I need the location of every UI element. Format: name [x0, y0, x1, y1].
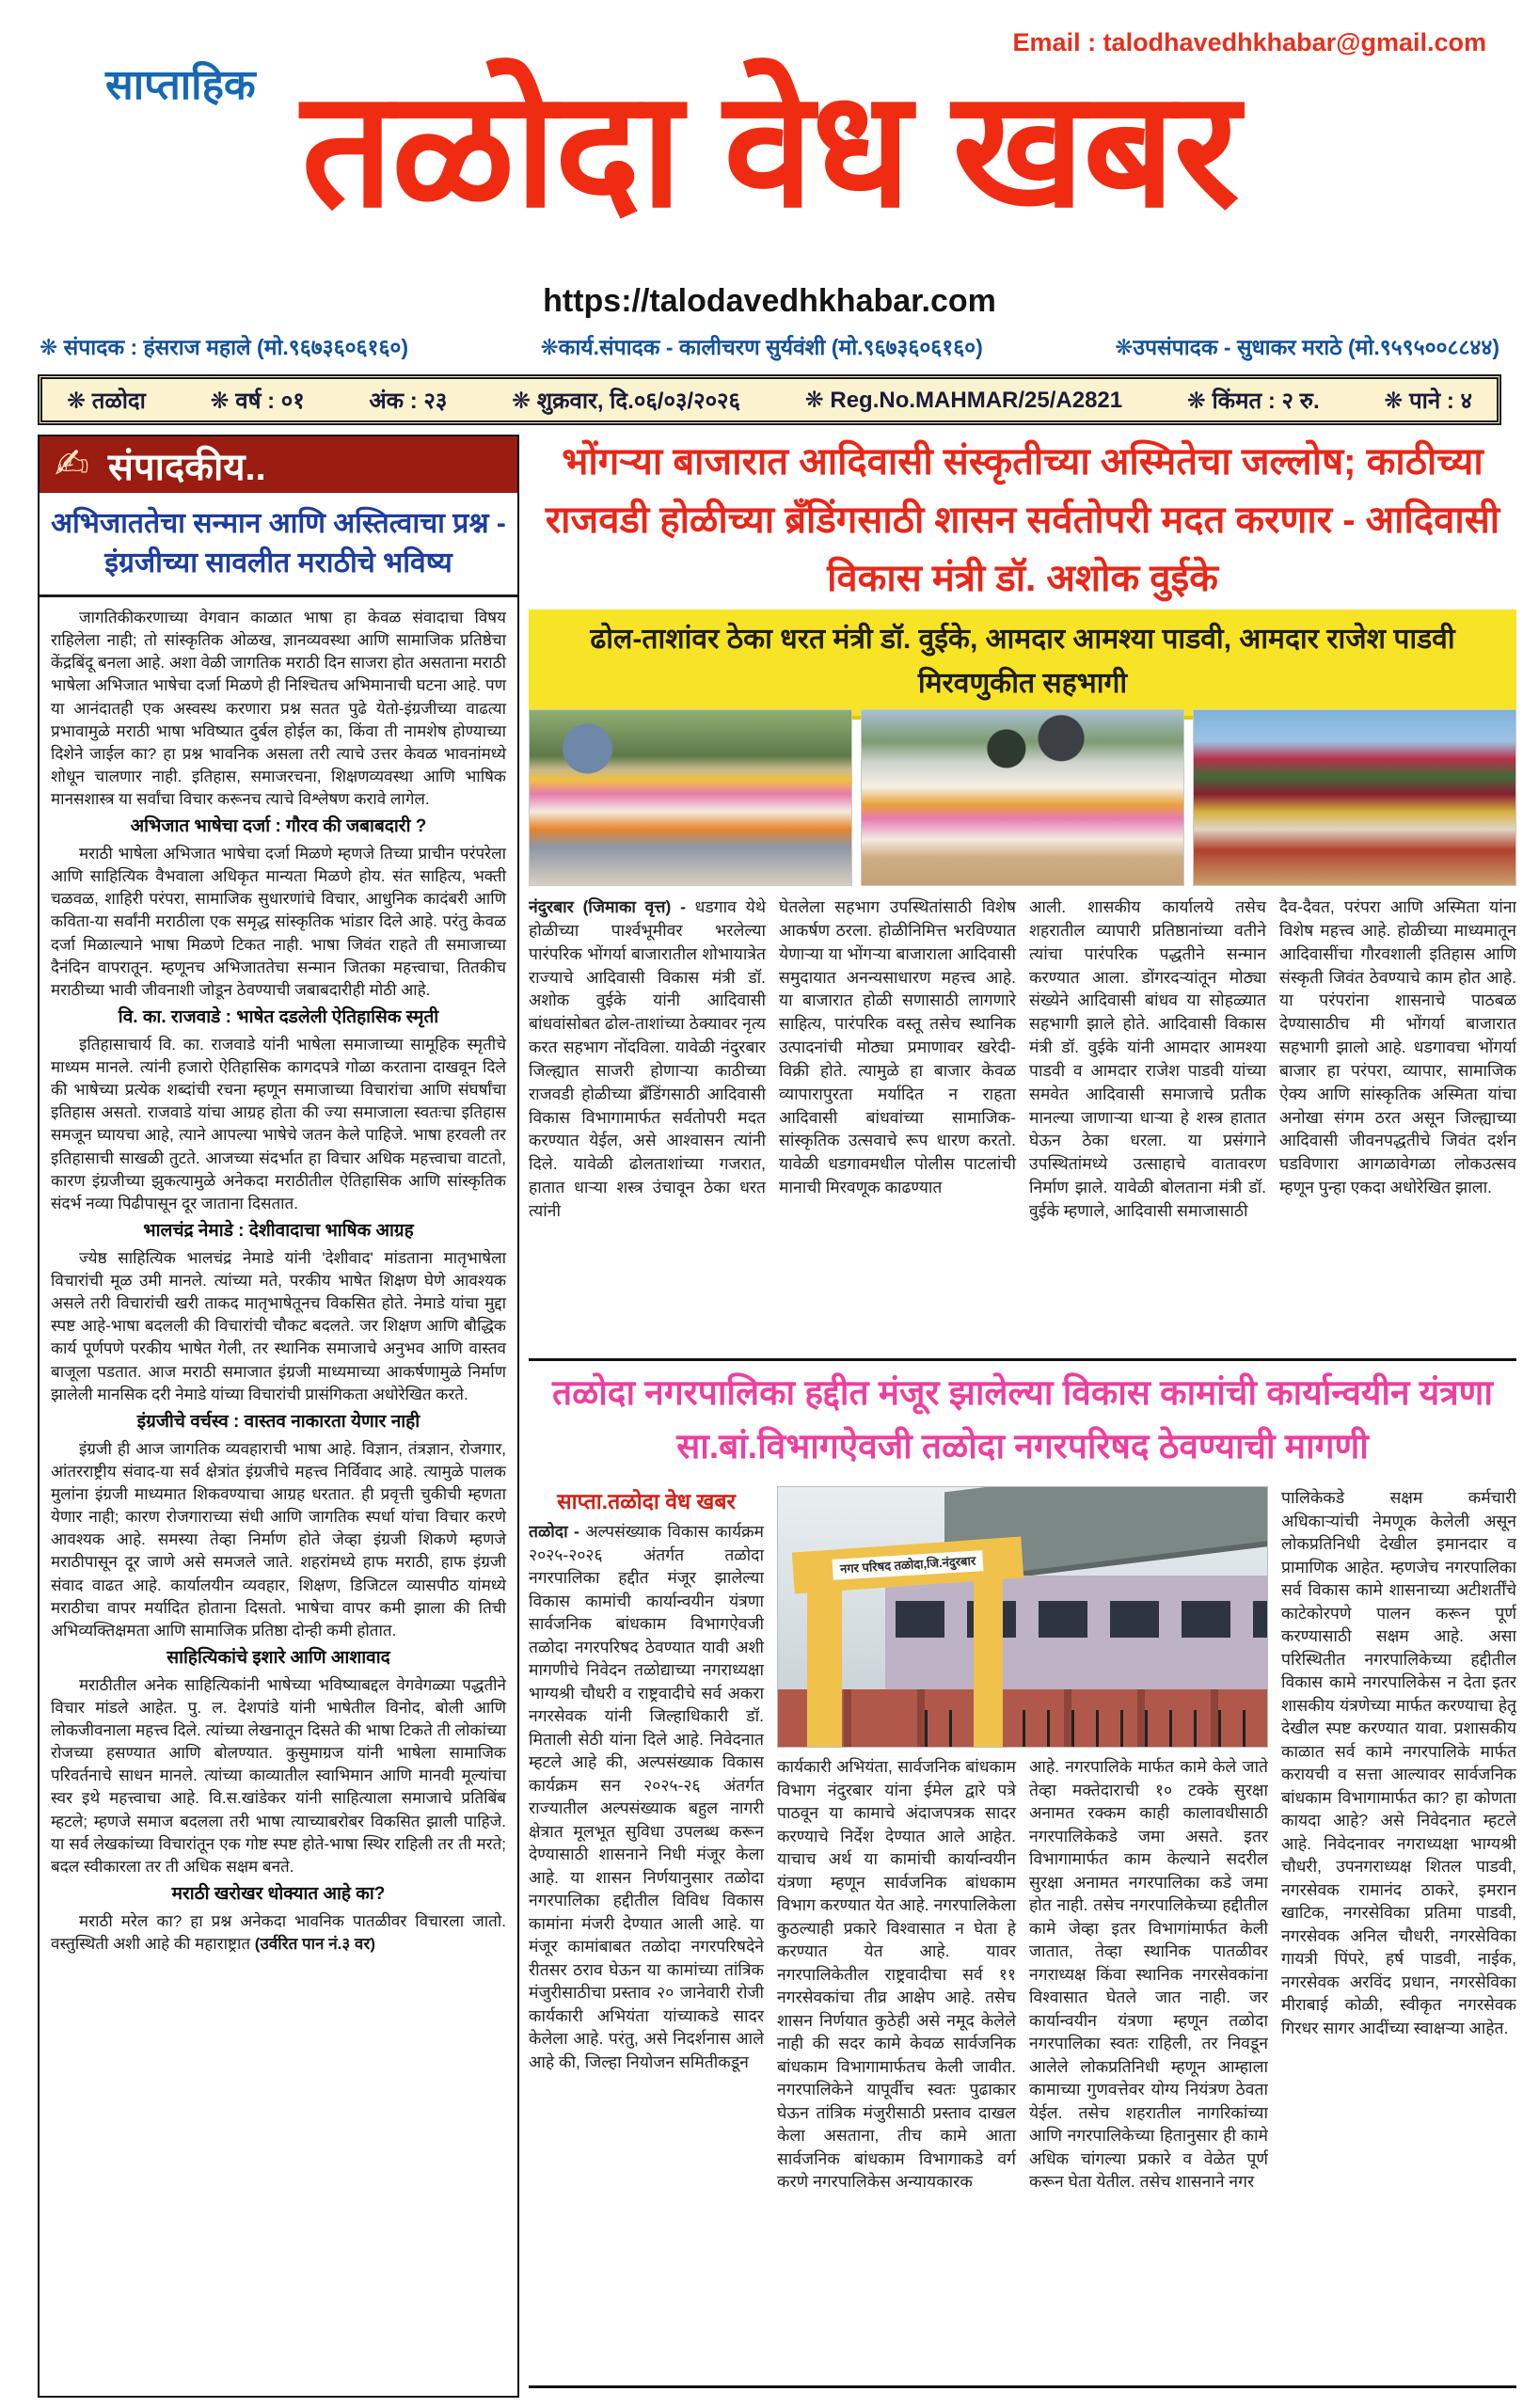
article2-headline: तळोदा नगरपालिका हद्दीत मंजूर झालेल्या विकास कामांची कार्यान्वयीन यंत्रणा सा.बां.विभागऐवजी तळोदा नगरपरिषद ठेवण्याची मागणी: [552, 1373, 1493, 1466]
article2-dateline: तळोदा -: [529, 1522, 586, 1542]
section-divider-rule: [529, 1358, 1516, 1361]
article2-column-3: आहे. नगरपालिके मार्फत कामे केले जाते तेव्हा मक्तेदाराची १० टक्के सुरक्षा अनामत रक्कम काही कालावधीसाठी नगरपालिकेकडे जमा असते. इतर विभागामार्फत काम केल्याने सदरील सुरक्षा अनामत नगरपालिका कडे जमा होत नाही. तसेच नगरपालिकेच्या हद्दीतील कामे जेव्हा इतर विभागांमार्फत केली जातात, तेव्हा स्थानिक पातळीवर नगराध्यक्ष किंवा स्थानिक नगरसेवकांना विश्वासात घेतले जात नाही. जर कार्यान्वयीन यंत्रणा म्हणून तळोदा नगरपालिका स्वतः राहिली, तर निवडून आलेले लोकप्रतिनिधी म्हणून आम्हाला कामाच्या गुणवत्तेवर योग्य नियंत्रण ठेवता येईल. तसेच शहरातील नागरिकांच्या आणि नगरपालिकेच्या हितानुसार ही कामे अधिक चांगल्या प्रकारे व वेळेत पूर्ण करून घेता येतील. तसेच शासनाने नगर: [1029, 1757, 1268, 2191]
editorial-paragraph: ज्येष्ठ साहित्यिक भालचंद्र नेमाडे यांनी 'देशीवाद' मांडताना मातृभाषेला विचारांची मूळ उमी मानले. त्यांच्या मते, परकीय भाषेत शिक्षण घेणे आवश्यक असले तरी विचारांची खरी ताकद मातृभाषेतूनच विकसित होते. नेमाडे यांचा मुद्दा स्पष्ट आहे-भाषा बदलली की विचारांची चौकट बदलते. जर शिक्षण आणि बौद्धिक कार्य पूर्णपणे परकीय भाषेत गेली, तर स्थानिक समाजाचे अनुभव आणि वास्तव बाजूला पडतात. आज मराठी समाजात इंग्रजी माध्यमाच्या आकर्षणामुळे निर्माण झालेली मानसिक दरी नेमाडे यांच्या विचारांची प्रासंगिकता अधोरेखित करते.: [51, 1248, 506, 1403]
editorial-banner: [40, 436, 517, 493]
editorial-subhead: अभिजात भाषेचा दर्जा : गौरव की जबाबदारी ?: [130, 816, 427, 837]
article1-subheadline: ढोल-ताशांवर ठेका धरत मंत्री डॉ. वुईके, आमदार आमश्या पाडवी, आमदार राजेश पाडवी मिरवणुकीत सहभागी: [529, 610, 1516, 720]
sub-editor-name: ❋उपसंपादक - सुधाकर मराठे (मो.९५९५००८८४४): [1115, 335, 1499, 359]
article1-column-1: [529, 895, 766, 1353]
article2-column-2: कार्यकारी अभियंता, सार्वजनिक बांधकाम विभाग नंदुरबार यांना ईमेल द्वारे पत्रे पाठवून या कामाचे अंदाजपत्रक सादर करण्याचे निर्देश देण्यात आले आहेत. याचाच अर्थ या कामांची कार्यान्वयीन यंत्रणा म्हणून सार्वजनिक बांधकाम विभाग करण्यात येत आहे. नगरपालिकेला कुठल्याही प्रकारे विश्वासात न घेता हे करण्यात येत आहे. यावर नगरपालिकेतील राष्ट्रवादीचा सर्व ११ नगरसेवकांचा तीव्र आक्षेप आहे. तसेच शासन निर्णयात कुठेही असे नमूद केलेले नाही की सदर कामे केवळ सार्वजनिक बांधकाम विभागामार्फतच केली जावीत. नगरपालिकेने यापूर्वीच स्वतः पुढाकार घेऊन तांत्रिक मंजुरीसाठी प्रस्ताव दाखल केला असताना, तीच कामे आता सार्वजनिक बांधकाम विभागाकडे वर्ग करणे नगरपालिकेस अन्यायकारक: [777, 1757, 1016, 2191]
issue-info-bar: [38, 374, 1501, 425]
infobar-date: ❋ शुक्रवार, दि.०६/०३/२०२६: [511, 388, 741, 414]
writing-hand-icon: ✍: [55, 441, 89, 487]
editorial-paragraph: मराठीतील अनेक साहित्यिकांनी भाषेच्या भविष्याबद्दल वेगवेगळ्या पद्धतीने विचार मांडले आहेत. पु. ल. देशपांडे यांनी भाषेतील विनोद, बोली आणि लोकजीवनाला महत्त्व दिले. त्यांच्या लेखनातून दिसते की भाषा टिकते ती लोकांच्या रोजच्या हसण्यात आणि बोलण्यात. कुसुमाग्रज यांनी भाषेला सामाजिक परिवर्तनाचे साधन मानले. त्यांच्या काव्यातील स्वाभिमान आणि मानवी मूल्यांचा स्वर इथे महत्त्वाचा आहे. वि.स.खांडेकर यांनी साहित्याला समाजाचे प्रतिबिंब म्हटले; म्हणजे समाज बदलला तरी भाषा त्याच्याबरोबर विकसित झाली पाहिजे. या सर्व लेखकांच्या विचारांतून एक गोष्ट स्पष्ट होते-भाषा स्थिर राहिली तर ती मरते; बदल स्वीकारला तर ती अधिक सक्षम बनते.: [51, 1675, 506, 1876]
editorial-subhead: मराठी खरोखर धोक्यात आहे का?: [171, 1883, 386, 1904]
editor-line: [40, 331, 1499, 361]
editorial-box: [38, 435, 519, 2398]
editorial-paragraph: इंग्रजी ही आज जागतिक व्यवहाराची भाषा आहे. विज्ञान, तंत्रज्ञान, रोजगार, आंतरराष्ट्रीय संवाद-या सर्व क्षेत्रांत इंग्रजीचे महत्त्व निर्विवाद आहे. त्यामुळे पालक मुलांना इंग्रजी माध्यमात शिकवण्याचा आग्रह धरतात. ही प्रवृत्ती चुकीची म्हणता येणार नाही; कारण रोजगाराच्या संधी आणि जागतिक स्पर्धा यांचा विचार करणे आवश्यक आहे. समस्या तेव्हा निर्माण होते जेव्हा इंग्रजी शिकणे म्हणजे मराठीपासून दूर जाणे असे समजले जाते. शहरांमध्ये हाफ मराठी, हाफ इंग्रजी संवाद वाढत आहे. कार्यालयीन व्यवहार, शिक्षण, डिजिटल व्यासपीठ यांमध्ये मराठीचा वापर मर्यादित होताना दिसतो. भाषेचा वापर कमी झाला की तिची अभिव्यक्तिक्षमता आणि सामाजिक प्रतिष्ठा दोन्ही कमी होतात.: [51, 1439, 506, 1640]
executive-editor-name: ❋कार्य.संपादक - कालीचरण सुर्यवंशी (मो.९६७३६०६१६०): [540, 335, 983, 359]
editorial-paragraph: मराठी भाषेला अभिजात भाषेचा दर्जा मिळणे म्हणजे तिच्या प्राचीन परंपरेला आणि साहित्यिक वैभवाला अधिकृत मान्यता मिळणे होय. संत साहित्य, भक्ती चळवळ, शाहिरी परंपरा, सामाजिक सुधारणांचे विचार, आधुनिक कादंबरी आणि कविता-या सर्वांनी मराठीला एक समृद्ध सांस्कृतिक भांडार दिले आहे. परंतु केवळ दर्जा मिळाल्याने भाषा मिळणे टिकत नाही. भाषा जिवंत राहते ती समाजाच्या दैनंदिन वापरातून. म्हणूनच अभिजाततेचा सन्मान जितका महत्त्वाचा, तितकीच मराठीच्या भावी जीवनाशी जोडून ठेवण्याची जबाबदारीही मोठी आहे.: [51, 845, 506, 999]
street-gathering-photo: [861, 709, 1184, 886]
article1-column-1-text: धडगाव येथे होळीच्या पार्श्वभूमीवर भरलेल्या पारंपरिक भोंगर्या बाजारातील शोभायात्रेत राज्याचे आदिवासी विकास मंत्री डॉ. अशोक वुईके यांनी आदिवासी बांधवांसोबत ढोल-ताशांच्या ठेक्यावर नृत्य करत सहभाग नोंदविला. यावेळी नंदुरबार जिल्ह्यात साजरी होणाऱ्या काठीच्या राजवडी होळीच्या ब्रँडिंगसाठी आदिवासी विकास विभागामार्फत सर्वतोपरी मदत करण्यात येईल, असे आश्वासन त्यांनी दिले. यावेळी ढोलताशांच्या गजरात, हातात धाऱ्या शस्त्र उंचावून ठेका धरत त्यांनी: [529, 897, 766, 1220]
article2-middle-columns: [777, 1755, 1268, 2382]
article1-dateline: नंदुरबार (जिमाका वृत्त) -: [529, 897, 695, 916]
article2-middle-section: [777, 1486, 1268, 2382]
infobar-pages: ❋ पाने : ४: [1384, 388, 1472, 414]
editorial-body: [40, 597, 517, 1967]
article2-column-4: पालिकेकडे सक्षम कर्मचारी अधिकाऱ्यांची नेमणूक केलेली असून लोकप्रतिनिधी देखील इमानदार व प्रामाणिक आहेत. म्हणजेच नगरपालिका सर्व विकास कामे शासनाच्या अटीशर्तींचे काटेकोरपणे पालन करून पूर्ण करण्यासाठी सक्षम आहे. असा परिस्थितीत नगरपालिकेच्या हद्दीतील विकास कामे नगरपालिकेस न देता इतर शासकीय यंत्रणेच्या मार्फत करण्याचा हेतू देखील स्पष्ट करण्यात यावा. प्रशासकीय काळात सर्व कामे नगरपालिके मार्फत करायची व सत्ता आल्यावर सार्वजनिक बांधकाम विभागामार्फत का? हा कोणता कायदा आहे? असे निवेदनात म्हटले आहे. निवेदनावर नगराध्यक्षा भाग्यश्री चौधरी, उपनगराध्यक्ष शितल पाडवी, नगरसेवक रामानंद ठाकरे, इमरान खाटिक, नगरसेविका प्रतिमा पाडवी, नगरसेवक अनिल चौधरी, नगरसेविका गायत्री पिंपरे, हर्ष पाडवी, नाईक, नगरसेवक अरविंद प्रधान, नगरसेविका मीराबाई कोळी, स्वीकृत नगरसेवक गिरधर सागर आदींच्या स्वाक्षऱ्या आहेत.: [1281, 1488, 1516, 2037]
article1-column-4: दैव-दैवत, परंपरा आणि अस्मिता यांना विशेष महत्त्व आहे. होळीच्या माध्यमातून आदिवासींचा गौरवशाली इतिहास आणि संस्कृती जिवंत ठेवण्याचे काम होत आहे. या परंपरांना शासनाचे पाठबळ देण्यासाठीच मी भोंगर्या बाजारात सहभागी झालो आहे. धडगावचा भोंगर्या बाजार हा परंपरा, व्यापार, सामाजिक ऐक्य आणि सांस्कृतिक अस्मिता यांचा अनोखा संगम ठरत असून जिल्ह्याच्या आदिवासी जीवनपद्धतीचे जिवंत दर्शन घडविणारा आगळावेगळा लोकउत्सव म्हणून पुन्हा एकदा अधोरेखित झाला.: [1279, 897, 1516, 1197]
municipal-building-photo: [777, 1486, 1268, 1748]
infobar-issue: अंक : २३: [369, 388, 448, 414]
editorial-subhead: भालचंद्र नेमाडे : देशीवादाचा भाषिक आग्रह: [143, 1220, 414, 1241]
article1-body: [529, 895, 1516, 1353]
article2-column-1: [529, 1486, 764, 2382]
procession-crowd-photo: [529, 709, 852, 886]
article1-column-3: आली. शासकीय कार्यालये तसेच शहरातील व्यापारी प्रतिष्ठानांच्या वतीने त्यांचा पारंपरिक पद्धतीने सन्मान करण्यात आला. डोंगरदऱ्यांतून मोठ्या संख्येने आदिवासी बांधव या सोहळ्यात सहभागी झाले होते. आदिवासी विकास मंत्री डॉ. वुईके यांनी आमदार आमश्या पाडवी व आमदार राजेश पाडवी यांच्या समवेत आदिवासी समाजाचे प्रतीक मानल्या जाणाऱ्या धाऱ्या हे शस्त्र हातात घेऊन ठेका धरला. या प्रसंगाने उपस्थितांमध्ये उत्साहाचे वातावरण निर्माण झाले. यावेळी बोलताना मंत्री डॉ. वुईके म्हणाले, आदिवासी समाजासाठी: [1029, 897, 1266, 1220]
editorial-paragraph: जागतिकीकरणाच्या वेगवान काळात भाषा हा केवळ संवादाचा विषय राहिलेला नाही; तो सांस्कृतिक ओळख, ज्ञानव्यवस्था आणि सामाजिक प्रतिष्ठेचा केंद्रबिंदू बनला आहे. अशा वेळी जागतिक मराठी दिन साजरा होत असताना मराठी भाषेला अभिजात भाषेचा दर्जा मिळणे ही निश्चितच अभिमानाची घटना आहे. पण या आनंदातही एक अस्वस्थ करणारा प्रश्न सतत पुढे येतो-इंग्रजीच्या वाढत्या प्रभावामुळे मराठी भाषा भविष्यात दुर्बल होईल का, किंवा ती नामशेष होण्याच्या दिशेने जाईल का? हा प्रश्न भावनिक असला तरी त्याचे उत्तर केवळ भावनांमध्ये शोधून चालणार नाही. इतिहास, समाजरचना, शिक्षणव्यवस्था आणि भाषिक मानसशास्त्र या सर्वांचा विचार करूनच त्याचे विश्लेषण करावे लागेल.: [51, 609, 506, 808]
editor-name: ❋ संपादक : हंसराज महाले (मो.९६७३६०६१६०): [40, 335, 409, 359]
editorial-banner-title: संपादकीय..: [107, 446, 266, 488]
continuation-note: (उर्वरित पान नं.३ वर): [254, 1935, 375, 1954]
article2-byline: साप्ता.तळोदा वेध खबर: [557, 1489, 736, 1513]
contact-email: Email : talodhavedhkhabar@gmail.com: [1012, 28, 1486, 56]
article2-body: [529, 1486, 1516, 2388]
infobar-registration: ❋ Reg.No.MAHMAR/25/A2821: [804, 387, 1123, 413]
website-url: https://talodavedhkhabar.com: [543, 283, 996, 319]
infobar-price: ❋ किंमत : २ रु.: [1186, 388, 1320, 414]
article1-photo-strip: [529, 709, 1516, 886]
building-sign-text: नगर परिषद तळोदा,जि.नंदुरबार: [832, 1550, 983, 1580]
editorial-subhead: इंग्रजीचे वर्चस्व : वास्तव नाकारता येणार नाही: [136, 1411, 420, 1432]
building-windows: [896, 1601, 1268, 1638]
article2-column-1-text: अल्पसंख्याक विकास कार्यक्रम २०२५-२०२६ अंतर्गत तळोदा नगरपालिका हद्दीत मंजूर झालेल्या विकास कामांची कार्यान्वयीन यंत्रणा सार्वजनिक बांधकाम विभागऐवजी तळोदा नगरपरिषद ठेवण्यात यावी अशी मागणीचे निवेदन तळोद्याच्या नगराध्यक्षा भाग्यश्री चौधरी व राष्ट्रवादीचे सर्व अकरा नगरसेवक यांनी जिल्हाधिकारी डॉ. मिताली सेठी यांना दिले आहे. निवेदनात म्हटले आहे की, अल्पसंख्याक विकास कार्यक्रम सन २०२५-२६ अंतर्गत राज्यातील अल्पसंख्याक बहुल नागरी क्षेत्रात मूलभूत सुविधा उपलब्ध करून देण्यासाठी शासनाने निधी मंजूर केला आहे. या शासन निर्णयानुसार तळोदा नगरपालिका हद्दीतील विविध विकास कामांना मंजरी देण्यात आली आहे. या मंजूर कामांबाबत तळोदा नगरपरिषदेने रीतसर ठराव घेऊन या कामांच्या तांत्रिक मंजुरीसाठीचा प्रस्ताव २० जानेवारी रोजी कार्यकारी अभियंता यांच्याकडे सादर केलेला आहे. परंतु, असे निदर्शनास आले आहे की, जिल्हा नियोजन समितीकडून: [529, 1522, 765, 2071]
editorial-headline: अभिजाततेचा सन्मान आणि अस्तित्वाचा प्रश्न - इंग्रजीच्या सावलीत मराठीचे भविष्य: [40, 493, 517, 597]
editorial-paragraph: [51, 1910, 506, 1956]
editorial-paragraph: इतिहासाचार्य वि. का. राजवाडे यांनी भाषेला समाजाच्या सामूहिक स्मृतीचे माध्यम मानले. त्यांनी हजारो ऐतिहासिक कागदपत्रे गोळा करताना दाखवून दिले की भाषेच्या प्रत्येक शब्दांची रचना म्हणून समाजाच्या विचारांचा आणि संघर्षांचा इतिहास असतो. राजवाडे यांचा आग्रह होता की ज्या समाजाला स्वतःचा इतिहास समजून घ्यायचा आहे, त्याने आपल्या भाषेचे जतन केले पाहिजे. भाषा हरवली तर इतिहासाची साखळी तुटते. आजच्या संदर्भात हा विचार अधिक महत्त्वाचा वाटतो, कारण इंग्रजीच्या झुकत्यामुळे अनेकदा मराठीतील ऐतिहासिक आणि सांस्कृतिक संदर्भ नव्या पिढीपासून दूर जाताना दिसतात.: [51, 1035, 506, 1212]
infobar-year: ❋ वर्ष : ०१: [210, 388, 305, 414]
article1-column-2: घेतलेला सहभाग उपस्थितांसाठी विशेष आकर्षण ठरला. होळीनिमित्त भरविण्यात येणाऱ्या या भोंगऱ्या बाजाराला आदिवासी समुदायात अनन्यसाधारण महत्त्व आहे. या बाजारात होळी सणासाठी लागणारे साहित्य, पारंपरिक वस्तू तसेच स्थानिक उत्पादनांची मोठ्या प्रमाणावर खरेदी-विक्री होते. त्यामुळे हा बाजार केवळ व्यापारापुरता मर्यादित न राहता आदिवासी बांधवांच्या सामाजिक-सांस्कृतिक उत्सवाचे रूप धारण करतो. यावेळी धडगावमधील पोलीस पाटलांची मानाची मिरवणूक काढण्यात: [779, 897, 1016, 1197]
weekly-label: साप्ताहिक: [105, 62, 256, 108]
tribal-dancers-photo: [1193, 709, 1516, 886]
editorial-paragraph-text: मराठी मरेल का? हा प्रश्न अनेकदा भावनिक पातळीवर विचारला जातो. वस्तुस्थिती अशी आहे की महाराष्ट्रात: [51, 1911, 506, 1954]
gate-arch-right-pillar: [974, 1565, 1003, 1747]
masthead-title: तळोदा वेध खबर: [301, 59, 1238, 240]
article1-headline: भोंगऱ्या बाजारात आदिवासी संस्कृतीच्या अस्मितेचा जल्लोष; काठीच्या राजवडी होळीच्या ब्रँडिंगसाठी शासन सर्वतोपरी मदत करणार - आदिवासी विकास मंत्री डॉ. अशोक वुईके: [545, 441, 1500, 599]
editorial-subhead: वि. का. राजवाडे : भाषेत दडलेली ऐतिहासिक स्मृती: [118, 1006, 439, 1027]
infobar-place: ❋ तळोदा: [67, 388, 146, 414]
editorial-subhead: साहित्यिकांचे इशारे आणि आशावाद: [167, 1647, 390, 1668]
